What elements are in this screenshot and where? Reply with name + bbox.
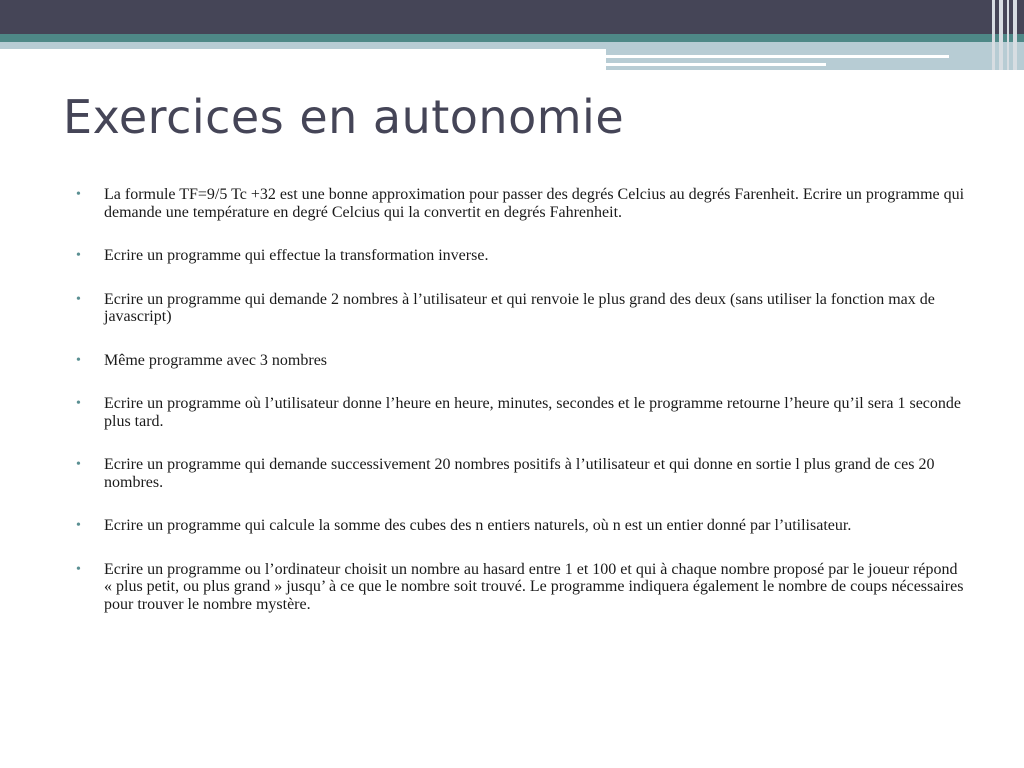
bullet-item xyxy=(76,561,966,614)
header-right-line xyxy=(606,55,949,58)
bullet-dot: • xyxy=(76,561,81,577)
slide-title: Exercices en autonomie xyxy=(63,90,625,144)
bullet-dot: • xyxy=(76,518,81,533)
header-stripes xyxy=(988,0,1024,70)
header-white-gap xyxy=(0,49,606,51)
header-right-line xyxy=(606,63,826,66)
bullet-text: Ecrire un programme qui demande successivement 20 nombres positifs à l’utilisateur et qui donne en sortie l plus grand de ces 20 nombres. xyxy=(104,456,935,491)
bullet-item xyxy=(76,456,966,491)
bullet-dot: • xyxy=(76,457,81,472)
bullet-dot: • xyxy=(76,396,81,411)
bullet-text: Ecrire un programme qui calcule la somme des cubes des n entiers naturels, où n est un entier donné par l’utilisateur. xyxy=(104,517,852,534)
bullet-dot: • xyxy=(76,291,81,307)
bullet-item xyxy=(76,517,966,535)
bullet-item xyxy=(76,186,966,221)
bullet-text: Ecrire un programme ou l’ordinateur choisit un nombre au hasard entre 1 et 100 et qui à chaque nombre proposé par le joueur répond « plus petit, ou plus grand » jusqu’ à ce que le nombre soit trouvé. Le programme indiquera également le nombre de coups nécessaires pour trouver le nombre mystère. xyxy=(104,560,964,613)
bullet-dot: • xyxy=(76,352,81,368)
bullet-dot: • xyxy=(76,187,81,202)
bullet-text: Ecrire un programme qui effectue la transformation inverse. xyxy=(104,247,489,264)
bullet-text: Ecrire un programme qui demande 2 nombres à l’utilisateur et qui renvoie le plus grand des deux (sans utiliser la fonction max de javascript) xyxy=(104,290,935,325)
bullet-dot: • xyxy=(76,248,81,263)
bullet-text: Ecrire un programme où l’utilisateur donne l’heure en heure, minutes, secondes et le programme retourne l’heure qu’il sera 1 seconde plus tard. xyxy=(104,395,962,430)
bullet-item xyxy=(76,247,966,265)
bullet-item xyxy=(76,352,966,370)
bullet-list xyxy=(76,186,966,639)
bullet-item xyxy=(76,291,966,326)
header-teal-band xyxy=(0,34,1024,42)
bullet-item xyxy=(76,395,966,430)
header-dark-band xyxy=(0,0,1024,34)
bullet-text: Même programme avec 3 nombres xyxy=(104,351,328,369)
bullet-text: La formule TF=9/5 Tc +32 est une bonne approximation pour passer des degrés Celcius au degrés Farenheit. Ecrire un programme qui demande une température en degré Celcius qui la convertit en degrés Fahrenheit. xyxy=(104,186,965,221)
